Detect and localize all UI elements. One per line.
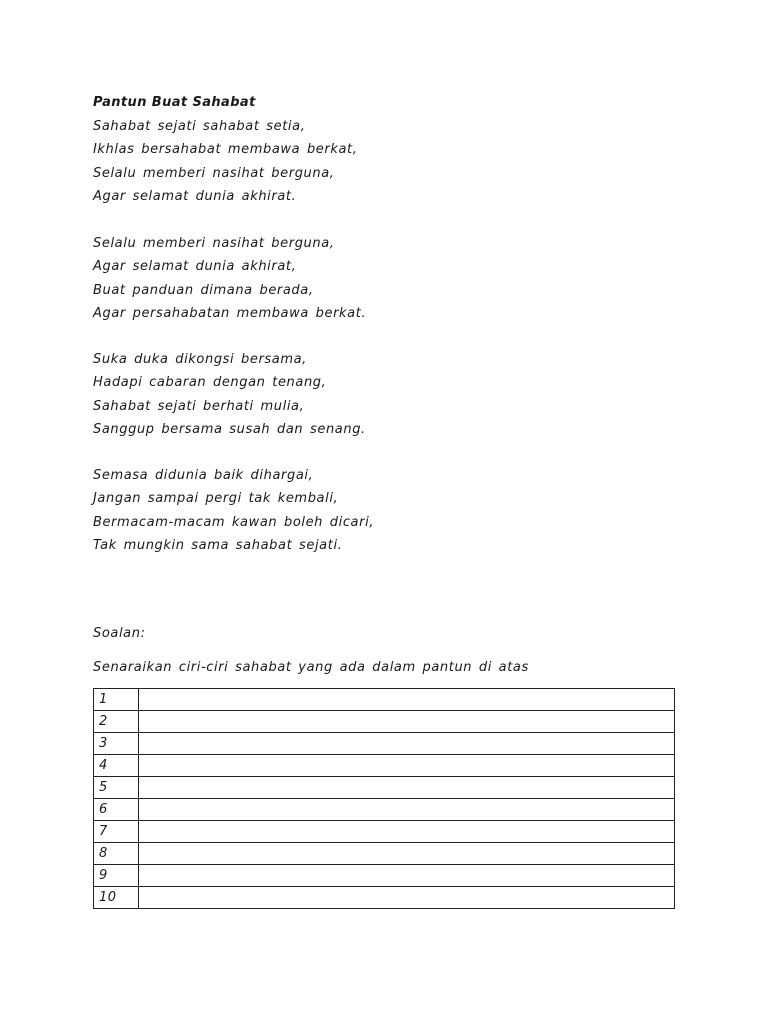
table-row (94, 865, 675, 887)
row-number: 7 (94, 821, 139, 843)
question-heading: Soalan: (93, 626, 146, 641)
answer-cell[interactable] (139, 865, 675, 887)
poem-line: Semasa didunia baik dihargai, (93, 468, 314, 483)
row-number: 1 (94, 689, 139, 711)
stanza-3 (93, 348, 366, 441)
stanza-4 (93, 464, 374, 557)
poem-line: Selalu memberi nasihat berguna, (93, 236, 335, 251)
poem-title: Pantun Buat Sahabat (93, 95, 256, 110)
row-number: 9 (94, 865, 139, 887)
answer-table (93, 688, 675, 909)
table-row (94, 887, 675, 909)
answer-cell[interactable] (139, 733, 675, 755)
question-instruction: Senaraikan ciri-ciri sahabat yang ada dalam pantun di atas (93, 660, 529, 675)
poem-line: Buat panduan dimana berada, (93, 282, 314, 298)
poem-line: Agar persahabatan membawa berkat. (93, 305, 367, 321)
row-number: 6 (94, 799, 139, 821)
table-row (94, 689, 675, 711)
poem-line: Sahabat sejati sahabat setia, (93, 119, 306, 134)
poem-line: Jangan sampai pergi tak kembali, (93, 491, 339, 507)
table-row (94, 755, 675, 777)
table-row (94, 733, 675, 755)
answer-cell[interactable] (139, 799, 675, 821)
answer-cell[interactable] (139, 689, 675, 711)
answer-cell[interactable] (139, 821, 675, 843)
poem-line: Sahabat sejati berhati mulia, (93, 398, 305, 414)
answer-cell[interactable] (139, 843, 675, 865)
stanza-2 (93, 232, 366, 325)
poem-line: Bermacam-macam kawan boleh dicari, (93, 514, 375, 530)
table-row (94, 843, 675, 865)
row-number: 2 (94, 711, 139, 733)
stanza-1 (93, 115, 357, 208)
poem-line: Ikhlas bersahabat membawa berkat, (93, 142, 358, 158)
table-row (94, 777, 675, 799)
poem-line: Agar selamat dunia akhirat. (93, 188, 297, 204)
poem-line: Hadapi cabaran dengan tenang, (93, 375, 327, 391)
row-number: 8 (94, 843, 139, 865)
answer-cell[interactable] (139, 755, 675, 777)
poem-line: Selalu memberi nasihat berguna, (93, 165, 335, 181)
poem-line: Tak mungkin sama sahabat sejati. (93, 537, 343, 553)
table-row (94, 821, 675, 843)
row-number: 4 (94, 755, 139, 777)
row-number: 10 (94, 887, 139, 909)
answer-cell[interactable] (139, 887, 675, 909)
answer-cell[interactable] (139, 777, 675, 799)
table-row (94, 799, 675, 821)
poem-line: Suka duka dikongsi bersama, (93, 352, 307, 367)
poem-line: Agar selamat dunia akhirat, (93, 259, 297, 275)
answer-cell[interactable] (139, 711, 675, 733)
poem-line: Sanggup bersama susah dan senang. (93, 421, 366, 437)
table-row (94, 711, 675, 733)
row-number: 3 (94, 733, 139, 755)
row-number: 5 (94, 777, 139, 799)
